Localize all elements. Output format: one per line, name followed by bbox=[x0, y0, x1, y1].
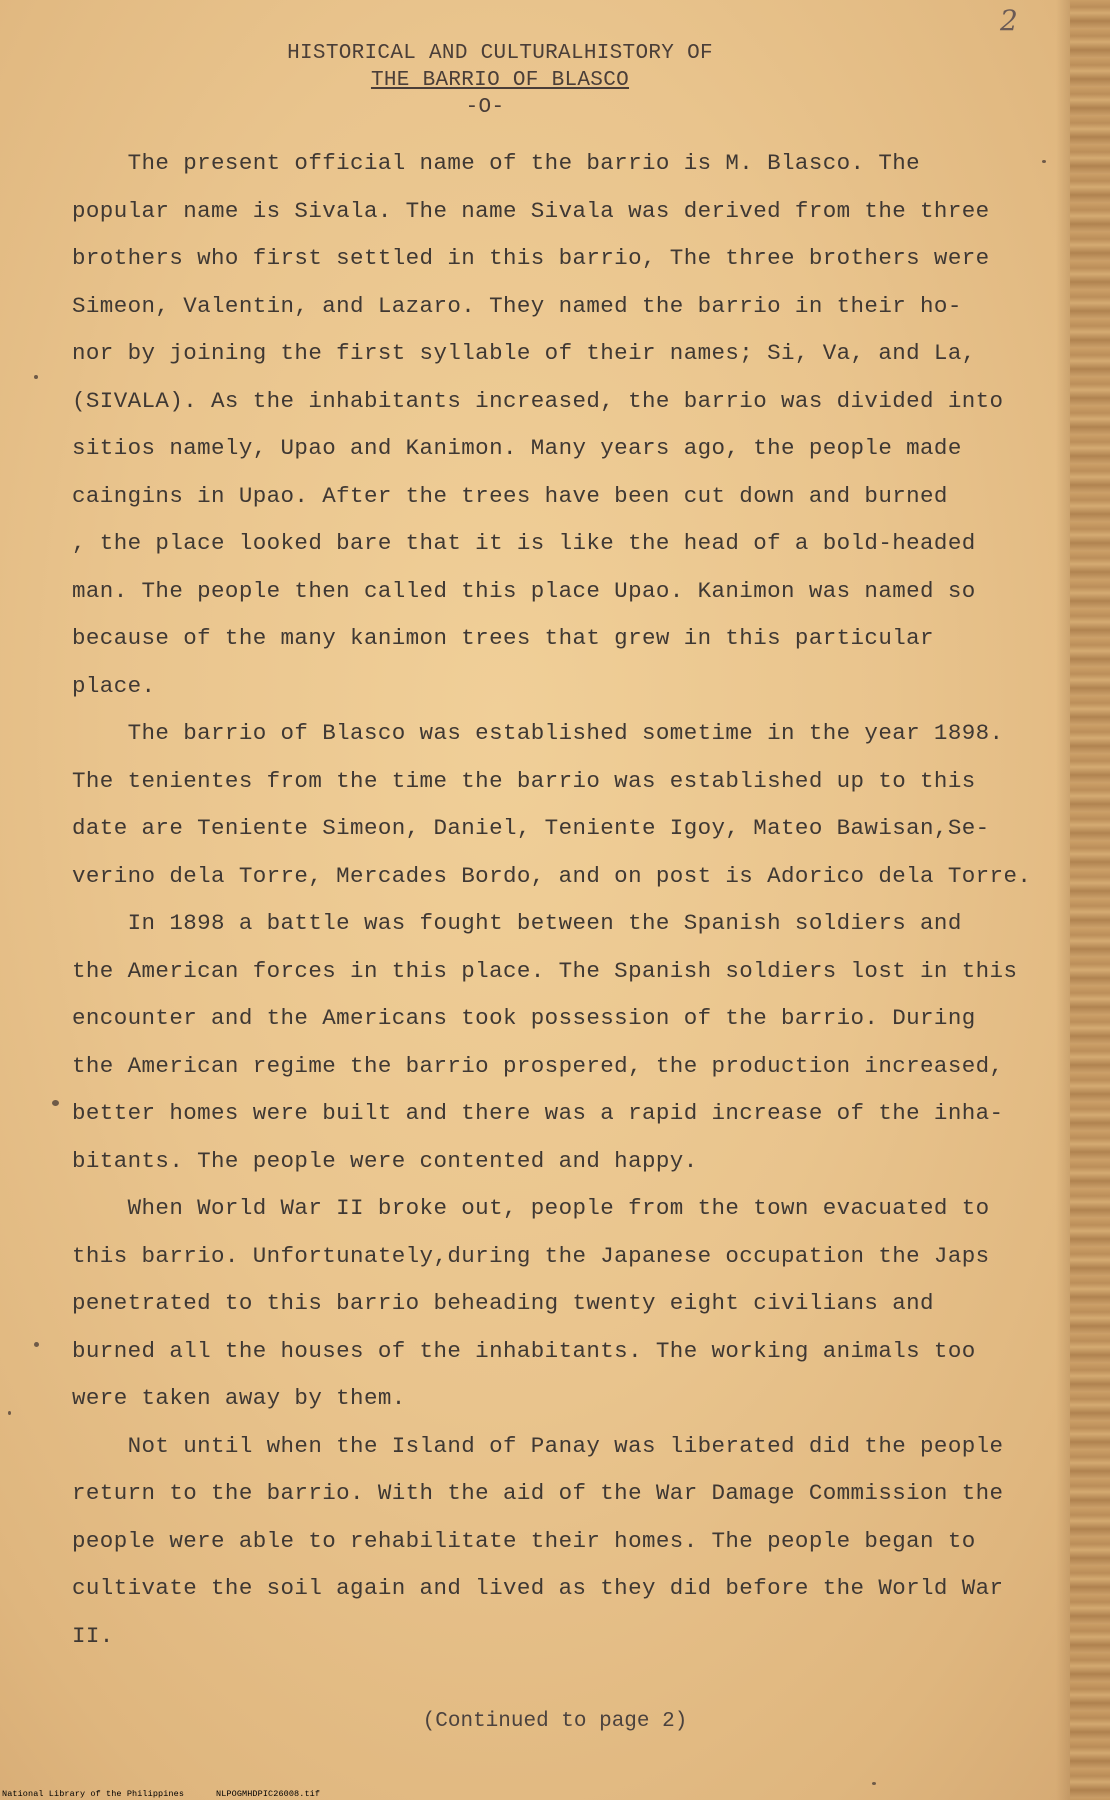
paper-speck bbox=[34, 1342, 39, 1347]
text-line: encounter and the Americans took possession of the barrio. During bbox=[72, 1005, 976, 1031]
title-separator: -O- bbox=[465, 96, 505, 119]
paper-speck bbox=[52, 1100, 59, 1106]
text-line: cultivate the soil again and lived as they did before the World War bbox=[72, 1575, 1004, 1601]
text-line: verino dela Torre, Mercades Bordo, and on post is Adorico dela Torre. bbox=[72, 862, 1032, 889]
text-line: II. bbox=[72, 1622, 114, 1649]
text-line: sitios namely, Upao and Kanimon. Many years ago, the people made bbox=[72, 435, 962, 461]
archive-file-code: NLPOGMHDPIC26008.tif bbox=[216, 1789, 321, 1799]
text-line: nor by joining the first syllable of their names; Si, Va, and La, bbox=[72, 340, 976, 366]
text-line: because of the many kanimon trees that grew in this particular bbox=[72, 625, 934, 651]
text-line: burned all the houses of the inhabitants. The working animals too bbox=[72, 1337, 976, 1364]
text-line: When World War II broke out, people from the town evacuated to bbox=[72, 1195, 990, 1221]
text-line: (SIVALA). As the inhabitants increased, the barrio was divided into bbox=[72, 387, 1004, 414]
text-line: return to the barrio. With the aid of the War Damage Commission the bbox=[72, 1480, 1004, 1506]
text-line: popular name is Sivala. The name Sivala was derived from the three bbox=[72, 197, 990, 224]
text-line: Not until when the Island of Panay was liberated did the people bbox=[72, 1432, 1004, 1459]
text-line: this barrio. Unfortunately,during the Japanese occupation the Japs bbox=[72, 1242, 990, 1269]
title-line-2: THE BARRIO OF BLASCO bbox=[370, 69, 630, 92]
paper-speck bbox=[1042, 160, 1046, 163]
text-line: caingins in Upao. After the trees have been cut down and burned bbox=[72, 482, 948, 509]
text-line: people were able to rehabilitate their homes. The people began to bbox=[72, 1527, 976, 1554]
text-line: The tenientes from the time the barrio was established up to this bbox=[72, 767, 976, 794]
paper-speck bbox=[34, 375, 38, 379]
continued-note: (Continued to page 2) bbox=[422, 1710, 688, 1733]
document-header bbox=[180, 40, 820, 121]
document-body bbox=[72, 140, 1072, 1660]
text-line: , the place looked bare that it is like the head of a bold-headed bbox=[72, 530, 976, 556]
text-line: man. The people then called this place Upao. Kanimon was named so bbox=[72, 577, 976, 604]
text-line: bitants. The people were contented and happy. bbox=[72, 1147, 698, 1174]
text-line: the American forces in this place. The Spanish soldiers lost in this bbox=[72, 957, 1018, 984]
archive-library: National Library of the Philippines bbox=[2, 1789, 185, 1799]
torn-page-edge bbox=[1070, 0, 1110, 1800]
text-line: In 1898 a battle was fought between the Spanish soldiers and bbox=[72, 910, 962, 936]
text-line: The barrio of Blasco was established sometime in the year 1898. bbox=[72, 720, 1004, 746]
paper-speck bbox=[8, 1411, 11, 1415]
text-line: date are Teniente Simeon, Daniel, Teniente Igoy, Mateo Bawisan,Se- bbox=[72, 815, 990, 841]
text-line: the American regime the barrio prospered, the production increased, bbox=[72, 1052, 1004, 1079]
text-line: The present official name of the barrio is M. Blasco. The bbox=[72, 150, 921, 176]
handwritten-page-number: 2 bbox=[1000, 4, 1018, 37]
paper-speck bbox=[872, 1782, 876, 1785]
archive-stamp bbox=[2, 1789, 320, 1799]
title-line-1: HISTORICAL AND CULTURALHISTORY OF bbox=[287, 42, 713, 65]
text-line: penetrated to this barrio beheading twenty eight civilians and bbox=[72, 1290, 934, 1316]
text-line: Simeon, Valentin, and Lazaro. They named the barrio in their ho- bbox=[72, 292, 962, 319]
text-line: better homes were built and there was a rapid increase of the inha- bbox=[72, 1100, 1004, 1126]
text-line: place. bbox=[72, 672, 156, 699]
text-line: were taken away by them. bbox=[72, 1385, 406, 1411]
text-line: brothers who first settled in this barrio, The three brothers were bbox=[72, 245, 990, 271]
